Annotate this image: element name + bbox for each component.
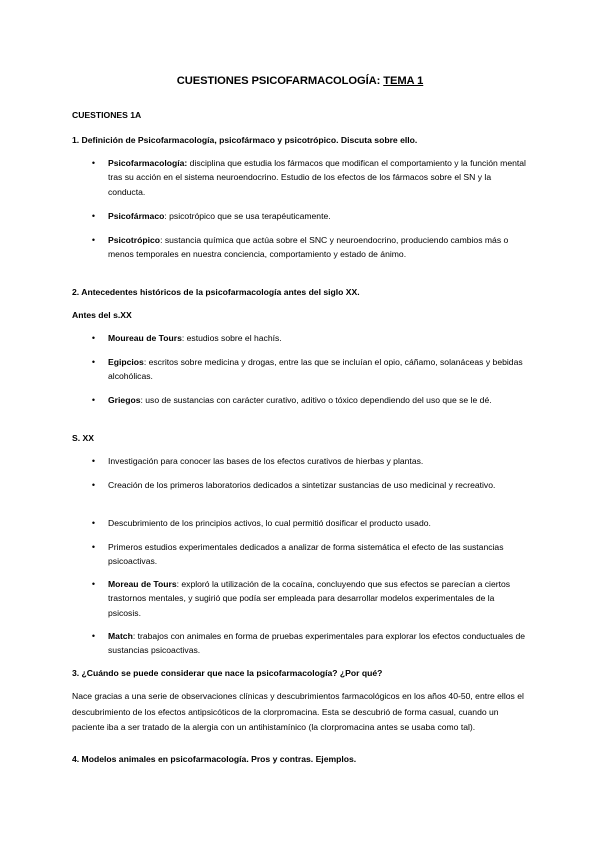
bullet: • xyxy=(91,211,96,221)
bullet: • xyxy=(91,579,96,589)
q1-item-1: Psicofarmacología: disciplina que estudia los fármacos que modifican el comportamiento y la función mental tras su acción en el sistema neuroendocrino. Estudio de los efectos de los fármacos sobre el SN y la conducta. xyxy=(108,158,526,197)
q2-sxx-item-4: Primeros estudios experimentales dedicados a analizar de forma sistemática el efecto de las sustancias psicoactivas. xyxy=(108,542,504,567)
q2-before-item-1: Moureau de Tours: estudios sobre el hachís. xyxy=(108,333,282,343)
bullet: • xyxy=(91,333,96,343)
question-1-heading: 1. Definición de Psicofarmacología, psicofármaco y psicotrópico. Discuta sobre ello. xyxy=(72,135,418,145)
q2-sxx-item-1: Investigación para conocer las bases de los efectos curativos de hierbas y plantas. xyxy=(108,456,424,466)
q2-sxx-item-3: Descubrimiento de los principios activos, lo cual permitió dosificar el producto usado. xyxy=(108,518,431,528)
bullet: • xyxy=(91,631,96,641)
bullet: • xyxy=(91,158,96,168)
q2-before-item-3: Griegos: uso de sustancias con carácter curativo, aditivo o tóxico dependiendo del uso que se le dé. xyxy=(108,395,492,405)
sxx-label: S. XX xyxy=(72,433,94,443)
q2-sxx-item-2: Creación de los primeros laboratorios dedicados a sintetizar sustancias de uso medicinal y recreativo. xyxy=(108,480,496,490)
bullet: • xyxy=(91,235,96,245)
title-underlined-text: TEMA 1 xyxy=(383,75,424,87)
q1-item-3: Psicotrópico: sustancia química que actúa sobre el SNC y neuroendocrino, produciendo cambios más o menos temporales en nuestra conciencia, comportamiento y estado de ánimo. xyxy=(108,235,509,260)
document-title xyxy=(0,75,600,87)
question-4-heading: 4. Modelos animales en psicofarmacología. Pros y contras. Ejemplos. xyxy=(72,754,357,764)
before-sxx-label: Antes del s.XX xyxy=(72,310,132,320)
q2-sxx-item-5: Moreau de Tours: exploró la utilización de la cocaína, concluyendo que sus efectos se parecían a ciertos trastornos mentales, y sugirió que podía ser empleada para desarrollar modelos experimentales de la psicosis. xyxy=(108,579,511,618)
title-text: CUESTIONES PSICOFARMACOLOGÍA: xyxy=(176,75,384,87)
bullet: • xyxy=(91,518,96,528)
question-3-heading: 3. ¿Cuándo se puede considerar que nace la psicofarmacología? ¿Por qué? xyxy=(72,668,383,678)
question-2-heading: 2. Antecedentes históricos de la psicofarmacología antes del siglo XX. xyxy=(72,287,360,297)
q1-item-2: Psicofármaco: psicotrópico que se usa terapéuticamente. xyxy=(108,211,331,221)
bullet: • xyxy=(91,395,96,405)
question-3-answer: Nace gracias a una serie de observaciones clínicas y descubrimientos farmacológicos en los años 40-50, entre ellos el descubrimiento de los efectos antipsicóticos de la clorpromacina. Esta se descubrió de forma casual, cuando un paciente iba a ser tratado de la alergia con un antihistamínico (la clorpromacina antes se usaba como tal). xyxy=(72,691,524,733)
bullet: • xyxy=(91,357,96,367)
bullet: • xyxy=(91,542,96,552)
bullet: • xyxy=(91,480,96,490)
bullet: • xyxy=(91,456,96,466)
section-subtitle: CUESTIONES 1A xyxy=(72,110,142,120)
q2-sxx-item-6: Match: trabajos con animales en forma de pruebas experimentales para explorar los efectos conductuales de sustancias psicoactivas. xyxy=(108,631,526,656)
q2-before-item-2: Egipcios: escritos sobre medicina y drogas, entre las que se incluían el opio, cáñamo, solanáceas y bebidas alcohólicas. xyxy=(108,357,523,382)
